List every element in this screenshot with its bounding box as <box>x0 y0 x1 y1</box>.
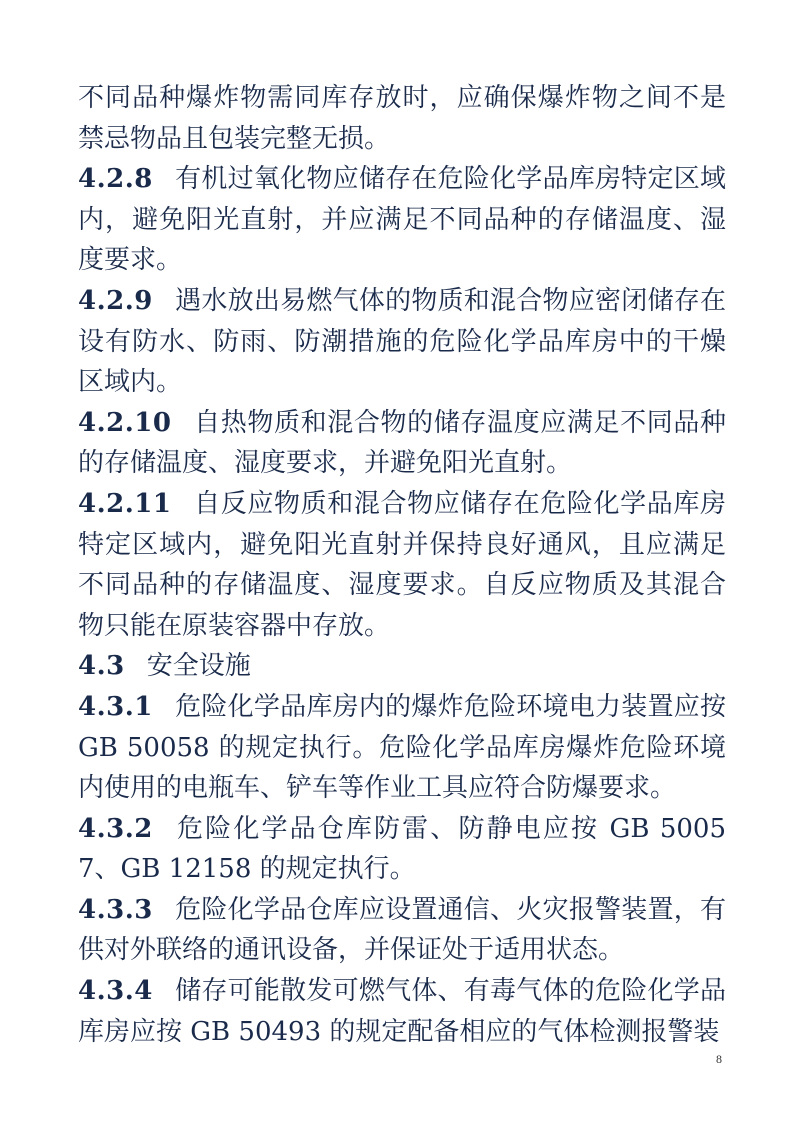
clause-4-2-9 <box>78 281 726 403</box>
paragraph-continuation <box>78 78 726 159</box>
clause-number: 4.3.1 <box>78 691 153 722</box>
clause-4-3-2 <box>78 809 726 890</box>
clause-text: 遇水放出易燃气体的物质和混合物应密闭储存在设有防水、防雨、防潮措施的危险化学品库房中的干燥区域内。 <box>78 285 726 398</box>
clause-text: 自热物质和混合物的储存温度应满足不同品种的存储温度、湿度要求，并避免阳光直射。 <box>78 407 726 479</box>
section-number: 4.3 <box>78 651 125 682</box>
clause-number: 4.3.4 <box>78 976 153 1007</box>
document-page <box>78 78 726 1052</box>
section-4-3-heading <box>78 646 726 687</box>
clause-text: 自反应物质和混合物应储存在危险化学品库房特定区域内，避免阳光直射并保持良好通风，且应满足不同品种的存储温度、湿度要求。自反应物质及其混合物只能在原装容器中存放。 <box>78 488 726 641</box>
clause-4-3-3 <box>78 890 726 971</box>
clause-text: 危险化学品库房内的爆炸危险环境电力装置应按 GB 50058 的规定执行。危险化学品库房爆炸危险环境内使用的电瓶车、铲车等作业工具应符合防爆要求。 <box>78 691 726 804</box>
section-title: 安全设施 <box>146 651 251 682</box>
clause-number: 4.3.2 <box>78 813 153 844</box>
paragraph-text: 不同品种爆炸物需同库存放时，应确保爆炸物之间不是禁忌物品且包装完整无损。 <box>78 83 726 154</box>
page-number: 8 <box>716 1052 722 1066</box>
clause-number: 4.3.3 <box>78 894 153 925</box>
clause-number: 4.2.11 <box>78 488 172 519</box>
clause-number: 4.2.8 <box>78 164 153 195</box>
clause-4-3-1 <box>78 687 726 809</box>
clause-text: 危险化学品仓库应设置通信、火灾报警装置，有供对外联络的通讯设备，并保证处于适用状态。 <box>78 894 726 966</box>
clause-4-3-4 <box>78 971 726 1052</box>
clause-4-2-11 <box>78 484 726 646</box>
clause-4-2-10 <box>78 403 726 484</box>
clause-text: 储存可能散发可燃气体、有毒气体的危险化学品库房应按 GB 50493 的规定配备相应的气体检测报警装 <box>78 976 726 1047</box>
clause-number: 4.2.10 <box>78 407 172 438</box>
clause-text: 危险化学品仓库防雷、防静电应按 GB 50057、GB 12158 的规定执行。 <box>78 813 726 885</box>
clause-number: 4.2.9 <box>78 285 153 316</box>
clause-4-2-8 <box>78 159 726 281</box>
clause-text: 有机过氧化物应储存在危险化学品库房特定区域内，避免阳光直射，并应满足不同品种的存储温度、湿度要求。 <box>78 164 726 276</box>
